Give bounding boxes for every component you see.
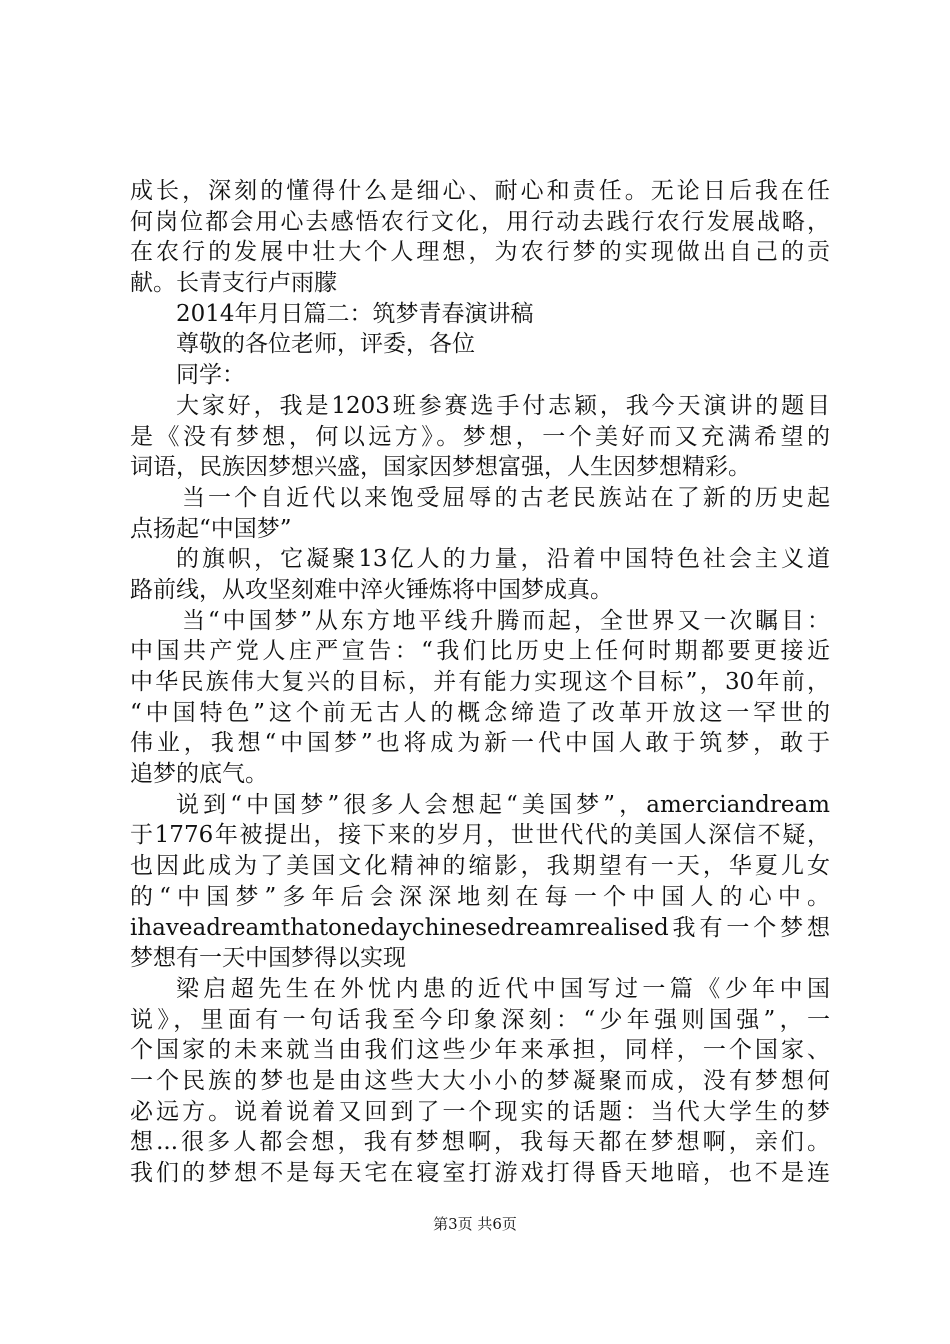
text-line: 追梦的底气。: [130, 761, 268, 788]
text-line: 路前线，从攻坚刻难中淬火锤炼将中国梦成真。: [130, 576, 613, 603]
text-line: 是《没有梦想，何以远方》。梦想，一个美好而又充满希望的: [130, 423, 830, 450]
text-line: 的旗帜，它凝聚13亿人的力量，沿着中国特色社会主义道: [176, 546, 830, 573]
text-line: 也因此成为了美国文化精神的缩影，我期望有一天，华夏儿女: [130, 853, 830, 880]
text-line: 于1776年被提出，接下来的岁月，世世代代的美国人深信不疑，: [130, 822, 830, 849]
text-line: 成长，深刻的懂得什么是细心、耐心和责任。无论日后我在任: [130, 178, 830, 204]
page-number-footer: 第3页 共6页: [433, 1215, 517, 1233]
body-text: [130, 176, 830, 1189]
text-line: 当“中国梦”从东方地平线升腾而起，全世界又一次瞩目：: [182, 607, 830, 634]
text-line: 想...很多人都会想，我有梦想啊，我每天都在梦想啊，亲们。: [130, 1129, 830, 1156]
text-line: 何岗位都会用心去感悟农行文化，用行动去践行农行发展战略，: [130, 208, 830, 235]
text-line: 梦想有一天中国梦得以实现: [130, 945, 406, 972]
text-line: 点扬起“中国梦”: [130, 515, 292, 542]
text-line: 献。长青支行卢雨朦: [130, 270, 337, 297]
text-line: ihaveadreamthatonedaychinesedreamrealised我有一个梦想: [130, 914, 830, 941]
text-line: 梁启超先生在外忧内患的近代中国写过一篇《少年中国: [176, 975, 830, 1002]
text-line: 中华民族伟大复兴的目标，并有能力实现这个目标”，30年前，: [130, 669, 830, 695]
text-line: 词语，民族因梦想兴盛，国家因梦想富强，人生因梦想精彩。: [130, 454, 751, 481]
text-line: 的“中国梦”多年后会深深地刻在每一个中国人的心中。: [130, 883, 830, 910]
text-line: 我们的梦想不是每天宅在寝室打游戏打得昏天地暗，也不是连: [130, 1160, 830, 1186]
text-line: 2014年月日篇二：筑梦青春演讲稿: [176, 300, 534, 327]
text-line: “中国特色”这个前无古人的概念缔造了改革开放这一罕世的: [130, 699, 830, 726]
text-line: 当一个自近代以来饱受屈辱的古老民族站在了新的历史起: [182, 484, 830, 511]
text-line: 在农行的发展中壮大个人理想，为农行梦的实现做出自己的贡: [130, 239, 830, 266]
text-line: 说到“中国梦”很多人会想起“美国梦”，amerciandream: [176, 791, 830, 818]
text-line: 说》，里面有一句话我至今印象深刻：“少年强则国强”，一: [130, 1006, 830, 1033]
text-line: 尊敬的各位老师，评委，各位: [176, 331, 475, 358]
text-line: 同学：: [176, 362, 245, 389]
text-line: 中国共产党人庄严宣告：“我们比历史上任何时期都要更接近: [130, 638, 830, 665]
text-line: 一个民族的梦也是由这些大大小小的梦凝聚而成，没有梦想何: [130, 1067, 830, 1094]
text-line: 大家好，我是1203班参赛选手付志颖，我今天演讲的题目: [176, 392, 830, 419]
text-line: 伟业，我想“中国梦”也将成为新一代中国人敢于筑梦，敢于: [130, 730, 830, 757]
text-line: 必远方。说着说着又回到了一个现实的话题：当代大学生的梦: [130, 1098, 830, 1125]
text-line: 个国家的未来就当由我们这些少年来承担，同样，一个国家、: [130, 1037, 830, 1064]
